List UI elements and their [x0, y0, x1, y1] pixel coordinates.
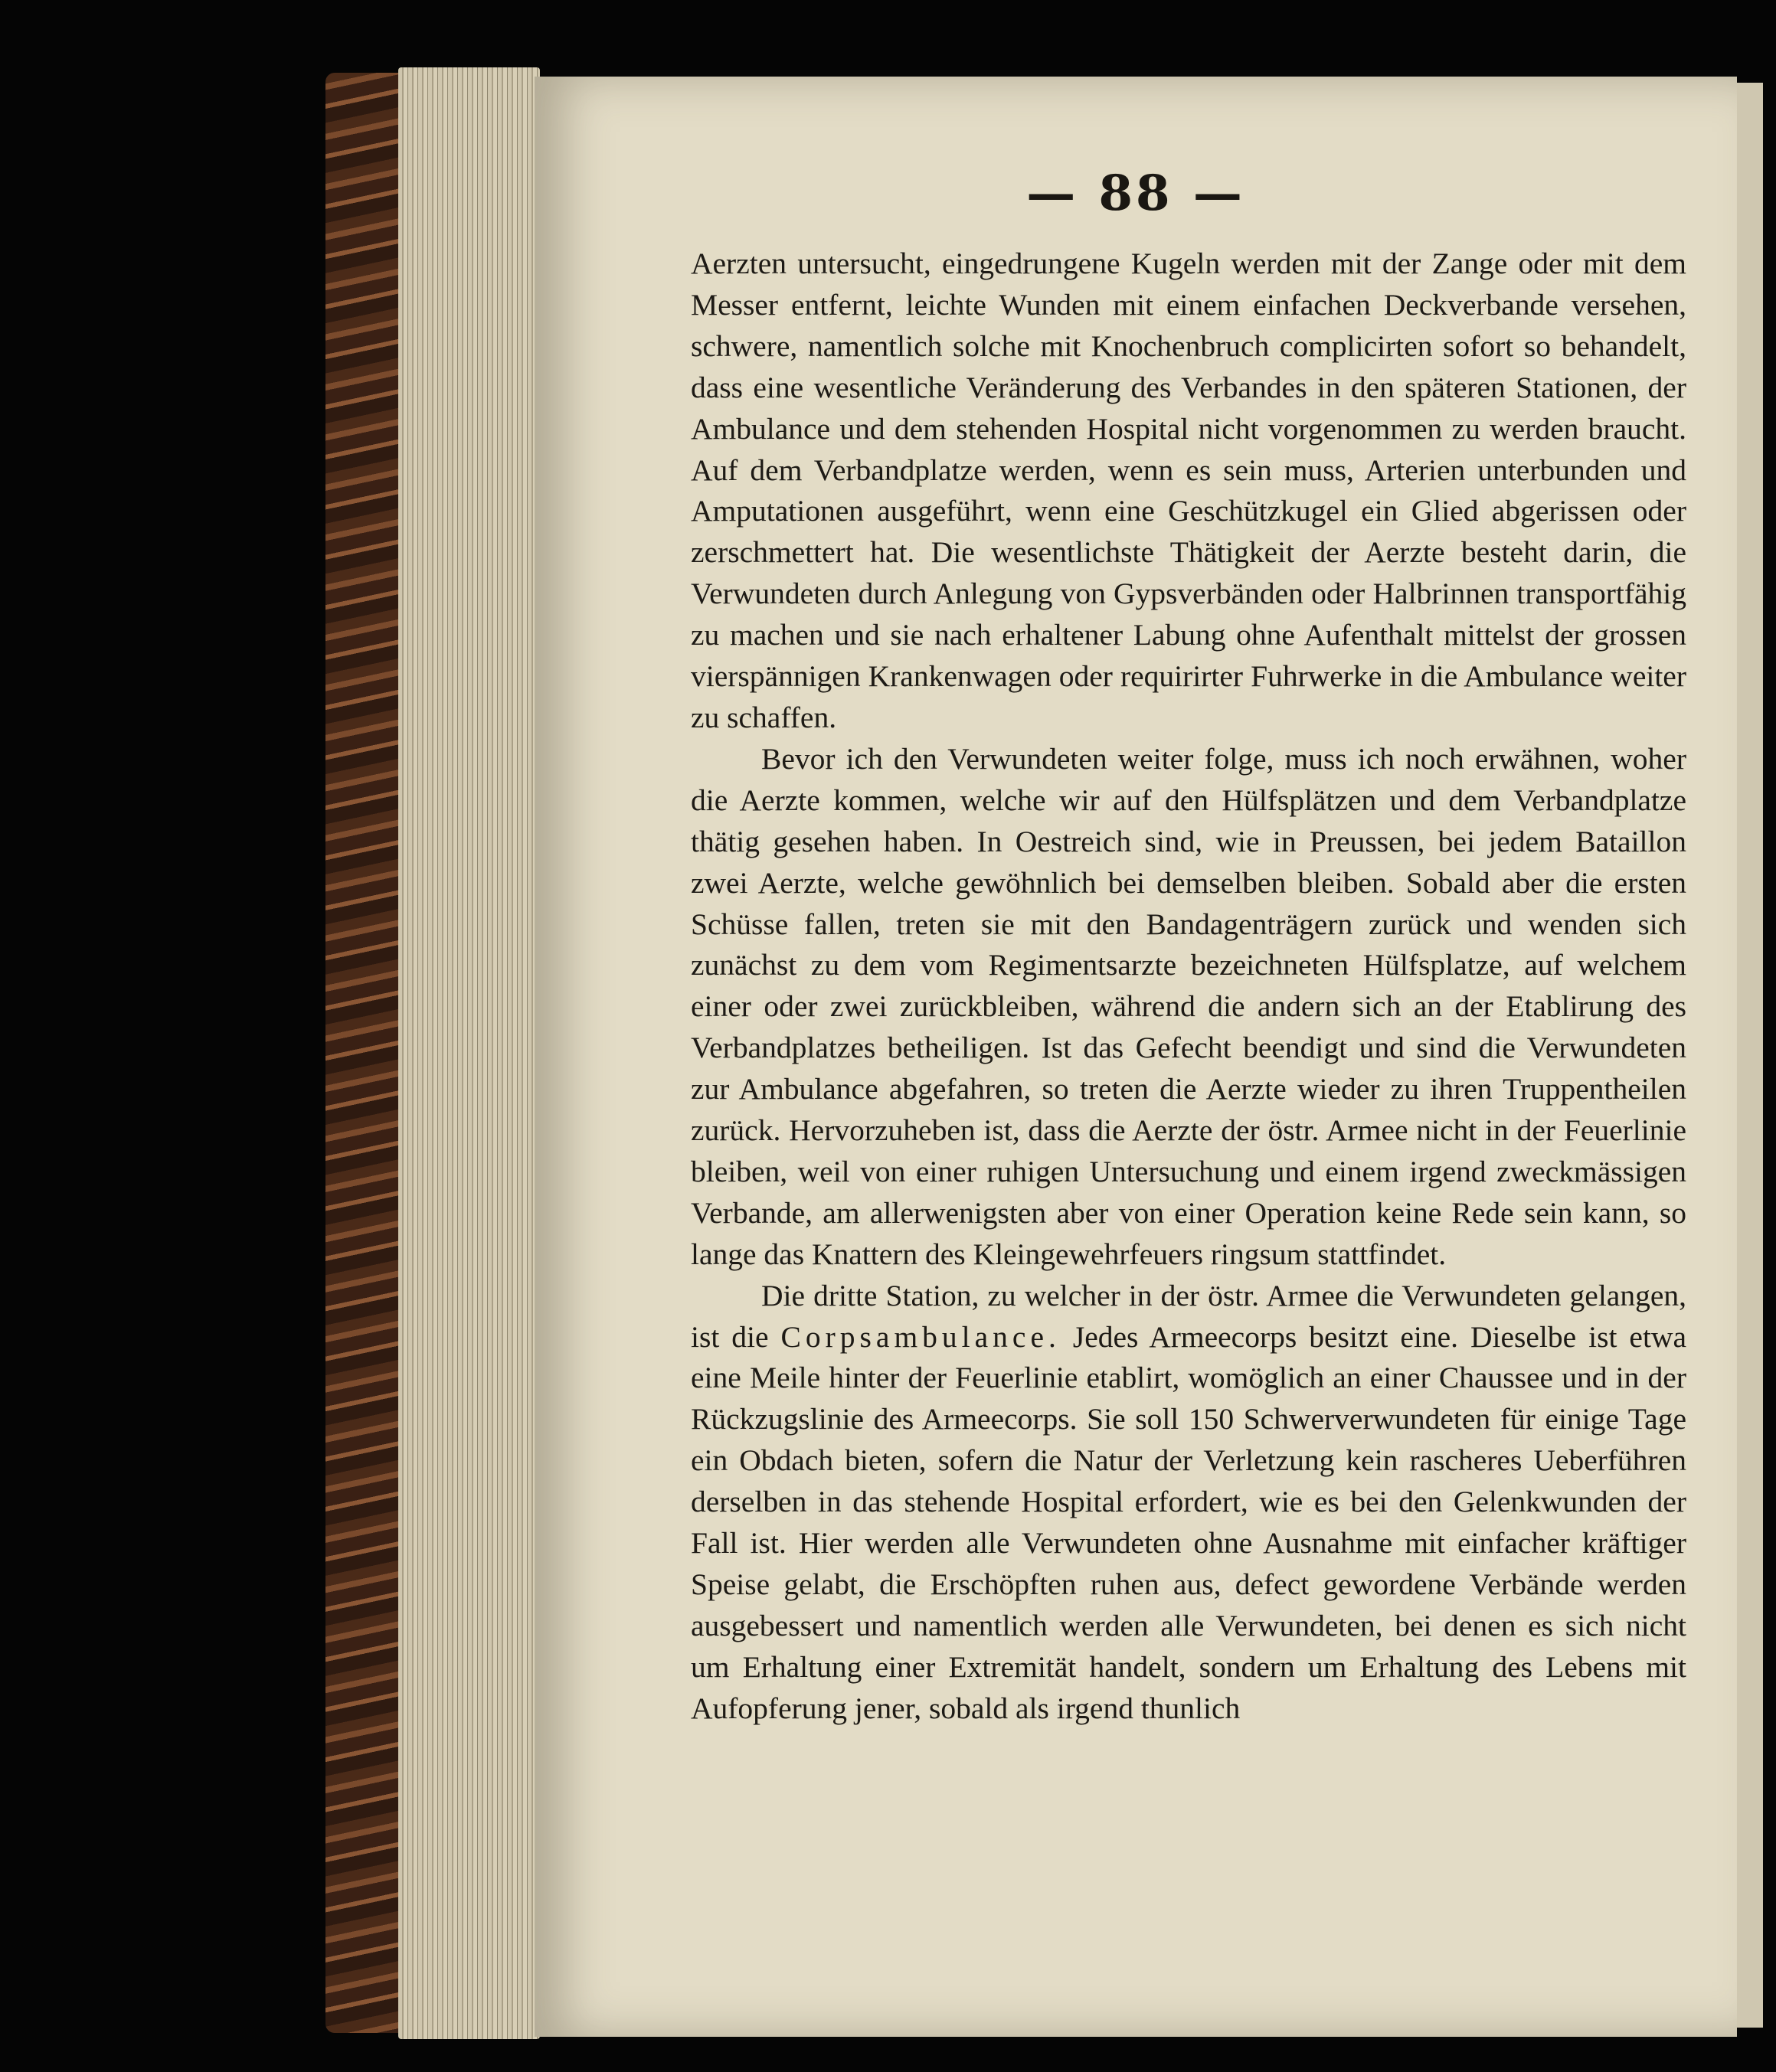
- page-number: — 88 —: [1026, 165, 1245, 222]
- page-text: [691, 243, 1686, 1730]
- next-page-edge: [1737, 83, 1763, 2028]
- paragraph-2: Bevor ich den Verwundeten weiter folge, muss ich noch erwähnen, woher die Aerzte kommen, welche wir auf den Hülfsplätzen und dem Verbandplatze thätig gesehen haben. In Oestreich sind, wie in Preussen, bei jedem Bataillon zwei Aerzte, welche gewöhnlich bei demselben bleiben. Sobald aber die ersten Schüsse fallen, treten sie mit den Bandagenträgern zurück und wenden sich zunächst zu dem vom Regimentsarzte bezeichneten Hülfsplatze, auf welchem einer oder zwei zurückbleiben, während die andern sich an der Etablirung des Verbandplatzes betheiligen. Ist das Gefecht beendigt und sind die Verwundeten zur Ambulance abgefahren, so treten die Aerzte wieder zu ihren Truppentheilen zurück. Hervorzuheben ist, dass die Aerzte der östr. Armee nicht in der Feuerlinie bleiben, weil von einer ruhigen Untersuchung und einem irgend zweckmässigen Verbande, am allerwenigsten aber von einer Operation keine Rede sein kann, so lange das Knattern des Kleingewehrfeuers ringsum stattfindet.: [691, 741, 1686, 1271]
- spaced-term: Corpsambulance.: [780, 1319, 1061, 1354]
- paragraph-3: [691, 1276, 1686, 1730]
- paragraph-3-rest: Jedes Armeecorps besitzt eine. Dieselbe ist etwa eine Meile hinter der Feuerlinie etablirt, womöglich an einer Chaussee und in der Rückzugslinie des Armeecorps. Sie soll 150 Schwerverwundeten für einige Tage ein Obdach bieten, sofern die Natur der Verletzung kein rascheres Ueberführen derselben in das stehende Hospital erfordert, wie es bei den Gelenkwunden der Fall ist. Hier werden alle Verwundeten ohne Ausnahme mit einfacher kräftiger Speise gelabt, die Erschöpften ruhen aus, defect gewordene Verbände werden ausgebessert und namentlich werden alle Verwundeten, bei denen es sich nicht um Erhaltung einer Extremität handelt, sondern um Erhaltung des Lebens mit Aufopferung jener, sobald als irgend thunlich: [691, 1319, 1686, 1725]
- paragraph-1: Aerzten untersucht, eingedrungene Kugeln werden mit der Zange oder mit dem Messer entfernt, leichte Wunden mit einem einfachen Deckverbande versehen, schwere, namentlich solche mit Knochenbruch complicirten sofort so behandelt, dass eine wesentliche Veränderung des Verbandes in den späteren Stationen, der Ambulance und dem stehenden Hospital nicht vorgenommen zu werden braucht. Auf dem Verbandplatze werden, wenn es sein muss, Arterien unterbunden und Amputationen ausgeführt, wenn eine Geschützkugel ein Glied abgerissen oder zerschmettert hat. Die wesentlichste Thätigkeit der Aerzte besteht darin, die Verwundeten durch Anlegung von Gypsverbänden oder Halbrinnen transportfähig zu machen und sie nach erhaltener Labung ohne Aufenthalt mittelst der grossen vierspännigen Krankenwagen oder requirirter Fuhrwerke in die Ambulance weiter zu schaffen.: [691, 247, 1686, 734]
- page-edges: [398, 67, 540, 2039]
- paragraph-3-start: Die dritte Station, zu welcher in der östr. Armee die Verwundeten gelangen, ist die: [691, 1278, 1686, 1354]
- book-page: [535, 77, 1737, 2037]
